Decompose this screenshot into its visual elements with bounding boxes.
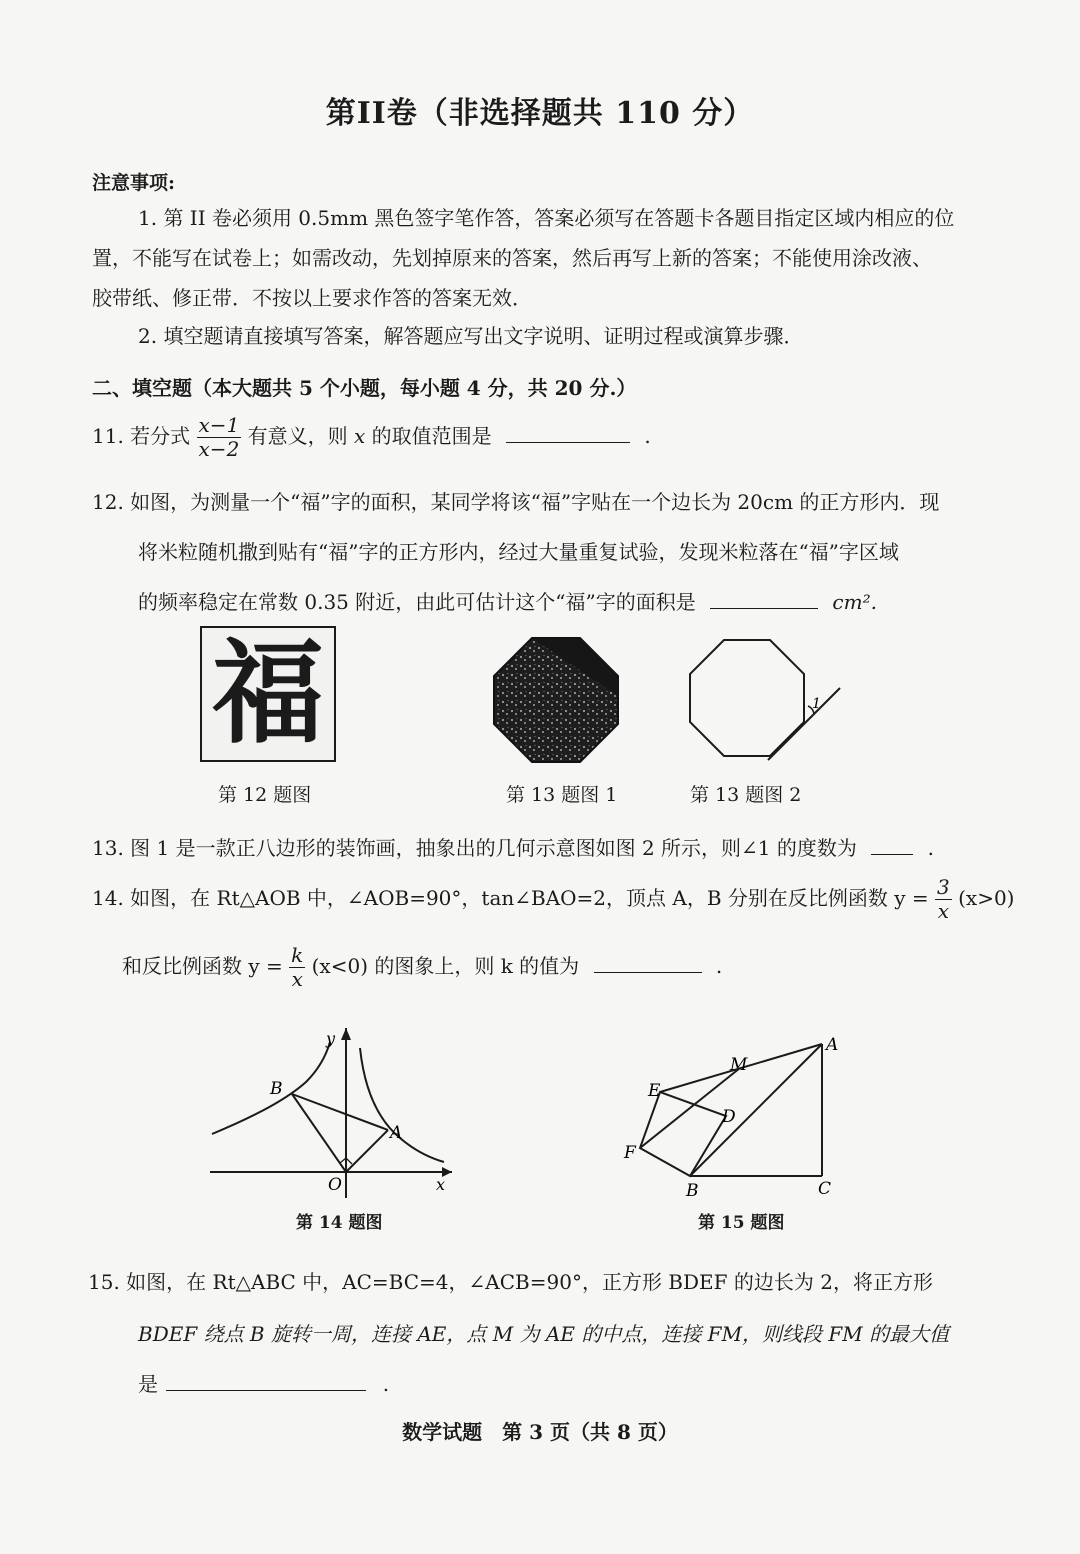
q15-number: 15. bbox=[88, 1270, 120, 1294]
fig14-label-A: A bbox=[390, 1123, 403, 1143]
q14-frac1-den: x bbox=[937, 899, 950, 923]
q14-text2: 和反比例函数 y = bbox=[122, 954, 283, 978]
q11-fraction bbox=[197, 414, 242, 461]
q14-frac1-num: 3 bbox=[937, 875, 950, 899]
fig15-label-F: F bbox=[624, 1143, 636, 1163]
q14-line1 bbox=[92, 876, 1014, 923]
q13-number: 13. bbox=[92, 836, 124, 860]
notice-item1-line2: 置，不能写在试卷上；如需改动，先划掉原来的答案，然后再写上新的答案；不能使用涂改液、 bbox=[92, 246, 932, 270]
q13-answer-blank[interactable] bbox=[871, 853, 913, 855]
fig12-caption: 第 12 题图 bbox=[218, 784, 312, 806]
q11-frac-num: x−1 bbox=[198, 413, 240, 437]
notice-item2: 2. 填空题请直接填写答案，解答题应写出文字说明、证明过程或演算步骤． bbox=[138, 324, 804, 348]
fig13-caption2: 第 13 题图 2 bbox=[690, 784, 802, 806]
q11-answer-blank[interactable] bbox=[506, 441, 630, 443]
fig15-label-C: C bbox=[818, 1179, 832, 1199]
q14-cond1: (x>0) bbox=[958, 886, 1015, 910]
page-title: 第II卷（非选择题共 110 分） bbox=[325, 96, 755, 131]
q15-answer-blank[interactable] bbox=[166, 1389, 366, 1391]
question-11 bbox=[92, 414, 651, 461]
q11-frac-den: x−2 bbox=[198, 437, 240, 461]
q12-text1: 如图，为测量一个“福”字的面积，某同学将该“福”字贴在一个边长为 20cm 的正方形内．现 bbox=[130, 490, 940, 514]
q11-mid: 有意义，则 bbox=[247, 424, 348, 448]
fig15-label-M: M bbox=[730, 1055, 748, 1075]
q12-line3 bbox=[138, 586, 877, 615]
q13-end: . bbox=[927, 836, 934, 860]
q15-line3 bbox=[138, 1368, 389, 1397]
question-13 bbox=[92, 832, 934, 861]
fig12-fu-character: 福 bbox=[212, 628, 324, 759]
q15-text1: 如图，在 Rt△ABC 中，AC=BC=4，∠ACB=90°，正方形 BDEF 的边长为 2，将正方形 bbox=[126, 1270, 933, 1294]
fig14-label-x: x bbox=[436, 1175, 446, 1194]
q14-fraction2 bbox=[289, 944, 305, 991]
q11-pre: 若分式 bbox=[130, 424, 191, 448]
fig13-caption1: 第 13 题图 1 bbox=[506, 784, 618, 806]
page-footer: 数学试题 第 3 页（共 8 页） bbox=[402, 1420, 678, 1444]
q14-text1: 如图，在 Rt△AOB 中，∠AOB=90°，tan∠BAO=2，顶点 A，B 分别在反比例函数 y = bbox=[130, 886, 929, 910]
q14-number: 14. bbox=[92, 886, 124, 910]
q11-number: 11. bbox=[92, 424, 124, 448]
q12-line2: 将米粒随机撒到贴有“福”字的正方形内，经过大量重复试验，发现米粒落在“福”字区域 bbox=[138, 540, 899, 564]
q12-number: 12. bbox=[92, 490, 124, 514]
q12-unit: cm². bbox=[832, 590, 877, 614]
fig14-caption: 第 14 题图 bbox=[296, 1213, 383, 1233]
q14-cond2: (x<0) 的图象上，则 k 的值为 bbox=[311, 954, 580, 978]
fig15-label-B: B bbox=[686, 1181, 699, 1201]
fig14-graph bbox=[200, 1022, 460, 1202]
fig15-label-E: E bbox=[648, 1081, 661, 1101]
fig14-label-B: B bbox=[270, 1079, 283, 1099]
fig15-diagram bbox=[620, 1030, 846, 1204]
fig12-frame bbox=[200, 626, 336, 762]
q14-answer-blank[interactable] bbox=[594, 971, 702, 973]
fig15-label-D: D bbox=[722, 1107, 736, 1127]
notice-item1-line1: 1. 第 II 卷必须用 0.5mm 黑色签字笔作答，答案必须写在答题卡各题目指定区域内相应的位 bbox=[138, 206, 955, 230]
q12-line1 bbox=[92, 486, 939, 515]
q15-line2: BDEF 绕点 B 旋转一周，连接 AE，点 M 为 AE 的中点，连接 FM，则线段 FM 的最大值 bbox=[138, 1322, 950, 1346]
q14-line2 bbox=[122, 944, 722, 991]
q15-line1 bbox=[88, 1266, 933, 1295]
q11-var: x bbox=[354, 424, 366, 448]
fig13-angle-label: 1 bbox=[812, 696, 821, 712]
q14-end: . bbox=[715, 954, 723, 978]
q11-post: 的取值范围是 bbox=[371, 424, 492, 448]
fig15-label-A: A bbox=[826, 1035, 839, 1055]
q14-frac2-num: k bbox=[291, 943, 304, 967]
fig13-1-octagon-painting bbox=[492, 636, 620, 764]
notice-item1-line3: 胶带纸、修正带．不按以上要求作答的答案无效． bbox=[92, 286, 532, 310]
q11-end: . bbox=[644, 424, 651, 448]
section2-heading: 二、填空题（本大题共 5 个小题，每小题 4 分，共 20 分.） bbox=[92, 376, 637, 400]
q12-answer-blank[interactable] bbox=[710, 607, 818, 609]
fig14-label-y: y bbox=[326, 1029, 336, 1048]
q15-end: . bbox=[382, 1372, 390, 1396]
fig13-2-octagon-diagram bbox=[684, 636, 844, 764]
q15-text3: 是 bbox=[138, 1372, 158, 1396]
q14-fraction1 bbox=[935, 876, 952, 923]
q12-text3: 的频率稳定在常数 0.35 附近，由此可估计这个“福”字的面积是 bbox=[138, 590, 696, 614]
q14-frac2-den: x bbox=[291, 967, 303, 991]
notice-heading: 注意事项: bbox=[92, 172, 176, 194]
q13-text: 图 1 是一款正八边形的装饰画，抽象出的几何示意图如图 2 所示，则∠1 的度数为 bbox=[130, 836, 857, 860]
fig14-label-O: O bbox=[328, 1175, 342, 1195]
fig15-caption: 第 15 题图 bbox=[698, 1213, 785, 1233]
